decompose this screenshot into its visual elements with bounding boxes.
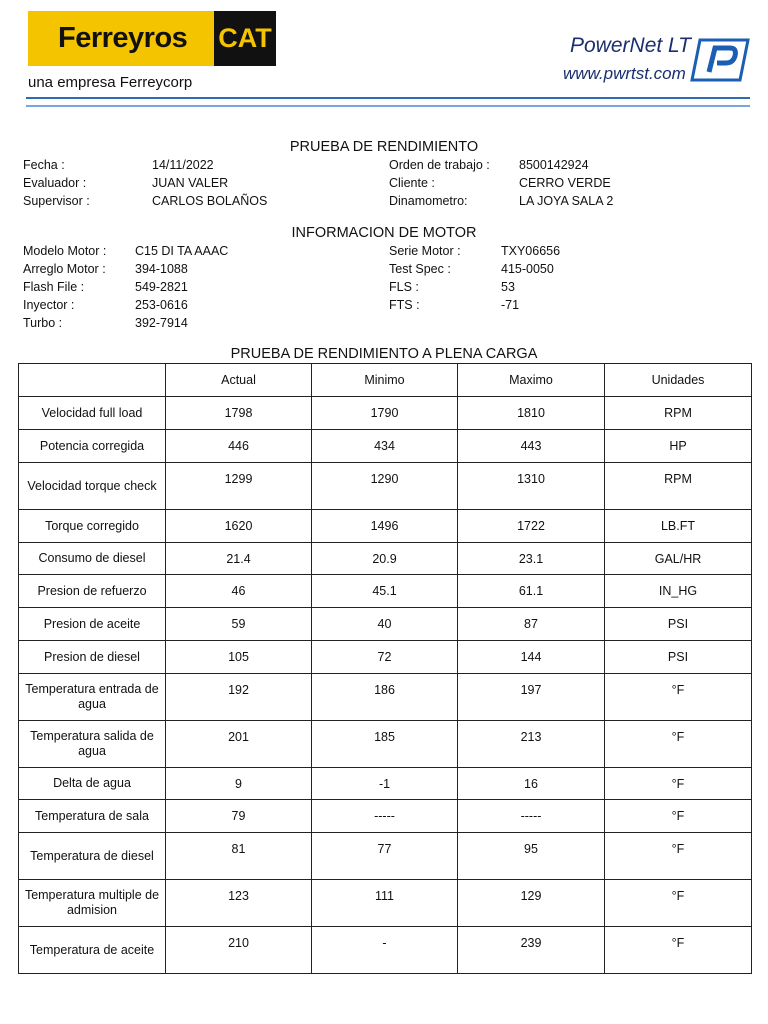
table-row xyxy=(19,575,752,608)
row-label: Velocidad full load xyxy=(19,397,166,430)
table-row xyxy=(19,674,752,721)
max-value: 1310 xyxy=(458,463,605,510)
table-header-row xyxy=(19,364,752,397)
unit-value: RPM xyxy=(605,463,752,510)
table-row xyxy=(19,768,752,800)
row-label: Temperatura entrada de agua xyxy=(19,674,166,721)
row-label: Delta de agua xyxy=(19,768,166,800)
min-value: 40 xyxy=(312,608,458,641)
row-label: Temperatura de sala xyxy=(19,800,166,833)
table-row xyxy=(19,397,752,430)
max-value: 1722 xyxy=(458,510,605,543)
row-label: Torque corregido xyxy=(19,510,166,543)
dinamometro-value: LA JOYA SALA 2 xyxy=(519,194,614,208)
actual-value: 123 xyxy=(166,880,312,927)
actual-value: 201 xyxy=(166,721,312,768)
table-row xyxy=(19,608,752,641)
min-value: 77 xyxy=(312,833,458,880)
min-value: 1790 xyxy=(312,397,458,430)
table-row xyxy=(19,721,752,768)
cliente-label: Cliente : xyxy=(389,176,435,190)
table-row xyxy=(19,833,752,880)
column-header: Maximo xyxy=(458,364,605,397)
powernet-title xyxy=(570,34,691,58)
column-header: Unidades xyxy=(605,364,752,397)
actual-value: 59 xyxy=(166,608,312,641)
evaluador-label: Evaluador : xyxy=(23,176,87,190)
modelo-label: Modelo Motor : xyxy=(23,244,107,258)
unit-value: GAL/HR xyxy=(605,543,752,575)
fts-label: FTS : xyxy=(389,298,420,312)
unit-value: IN_HG xyxy=(605,575,752,608)
website-url: www.pwrtst.com xyxy=(563,64,686,83)
header-divider-secondary xyxy=(26,105,750,107)
row-label: Velocidad torque check xyxy=(19,463,166,510)
actual-value: 1798 xyxy=(166,397,312,430)
max-value: 239 xyxy=(458,927,605,974)
max-value: 61.1 xyxy=(458,575,605,608)
max-value: 213 xyxy=(458,721,605,768)
unit-value: PSI xyxy=(605,608,752,641)
flash-label: Flash File : xyxy=(23,280,85,294)
orden-label: Orden de trabajo : xyxy=(389,158,490,172)
actual-value: 81 xyxy=(166,833,312,880)
turbo-value: 392-7914 xyxy=(135,316,188,330)
serie-value: TXY06656 xyxy=(501,244,561,258)
unit-value: RPM xyxy=(605,397,752,430)
unit-value: °F xyxy=(605,927,752,974)
max-value: 1810 xyxy=(458,397,605,430)
min-value: 45.1 xyxy=(312,575,458,608)
inyector-value: 253-0616 xyxy=(135,298,188,312)
unit-value: °F xyxy=(605,674,752,721)
arreglo-label: Arreglo Motor : xyxy=(23,262,106,276)
max-value: 129 xyxy=(458,880,605,927)
brand-name: Ferreyros xyxy=(58,22,188,54)
actual-value: 1299 xyxy=(166,463,312,510)
actual-value: 105 xyxy=(166,641,312,674)
min-value: 434 xyxy=(312,430,458,463)
arreglo-value: 394-1088 xyxy=(135,262,188,276)
actual-value: 46 xyxy=(166,575,312,608)
row-label: Temperatura salida de agua xyxy=(19,721,166,768)
min-value: 20.9 xyxy=(312,543,458,575)
table-row xyxy=(19,880,752,927)
column-header xyxy=(19,364,166,397)
turbo-label: Turbo : xyxy=(23,316,63,330)
unit-value: HP xyxy=(605,430,752,463)
fecha-value: 14/11/2022 xyxy=(152,158,214,172)
min-value: 111 xyxy=(312,880,458,927)
min-value: -1 xyxy=(312,768,458,800)
inyector-label: Inyector : xyxy=(23,298,75,312)
unit-value: °F xyxy=(605,721,752,768)
max-value: ----- xyxy=(458,800,605,833)
min-value: 1496 xyxy=(312,510,458,543)
row-label: Temperatura de aceite xyxy=(19,927,166,974)
column-header: Minimo xyxy=(312,364,458,397)
row-label: Presion de aceite xyxy=(19,608,166,641)
table-row xyxy=(19,641,752,674)
unit-value: °F xyxy=(605,768,752,800)
actual-value: 9 xyxy=(166,768,312,800)
unit-value: LB.FT xyxy=(605,510,752,543)
max-value: 87 xyxy=(458,608,605,641)
unit-value: °F xyxy=(605,800,752,833)
row-label: Presion de diesel xyxy=(19,641,166,674)
powernet-name: PowerNet xyxy=(570,34,663,57)
min-value: ----- xyxy=(312,800,458,833)
max-value: 144 xyxy=(458,641,605,674)
table-row xyxy=(19,463,752,510)
actual-value: 446 xyxy=(166,430,312,463)
max-value: 16 xyxy=(458,768,605,800)
fls-label: FLS : xyxy=(389,280,419,294)
fts-value: -71 xyxy=(501,298,520,312)
actual-value: 1620 xyxy=(166,510,312,543)
motor-title: INFORMACION DE MOTOR xyxy=(291,225,477,241)
table-row xyxy=(19,800,752,833)
unit-value: °F xyxy=(605,880,752,927)
max-value: 95 xyxy=(458,833,605,880)
cat-logo xyxy=(214,11,276,66)
row-label: Consumo de diesel xyxy=(19,543,166,575)
supervisor-label: Supervisor : xyxy=(23,194,90,208)
min-value: 186 xyxy=(312,674,458,721)
table-row xyxy=(19,543,752,575)
unit-value: PSI xyxy=(605,641,752,674)
dinamometro-label: Dinamometro: xyxy=(389,194,468,208)
testspec-value: 415-0050 xyxy=(501,262,554,276)
performance-table xyxy=(18,363,752,974)
max-value: 23.1 xyxy=(458,543,605,575)
evaluador-value: JUAN VALER xyxy=(152,176,229,190)
page-header xyxy=(0,0,768,120)
min-value: 72 xyxy=(312,641,458,674)
actual-value: 21.4 xyxy=(166,543,312,575)
serie-label: Serie Motor : xyxy=(389,244,461,258)
row-label: Potencia corregida xyxy=(19,430,166,463)
testspec-label: Test Spec : xyxy=(389,262,451,276)
min-value: 1290 xyxy=(312,463,458,510)
row-label: Presion de refuerzo xyxy=(19,575,166,608)
min-value: - xyxy=(312,927,458,974)
tagline: una empresa Ferreycorp xyxy=(28,74,193,91)
max-value: 197 xyxy=(458,674,605,721)
modelo-value: C15 DI TA AAAC xyxy=(135,244,229,258)
test-title: PRUEBA DE RENDIMIENTO xyxy=(289,139,479,155)
actual-value: 79 xyxy=(166,800,312,833)
performance-title: PRUEBA DE RENDIMIENTO A PLENA CARGA xyxy=(230,346,538,362)
fecha-label: Fecha : xyxy=(23,158,65,172)
header-divider xyxy=(26,97,750,99)
column-header: Actual xyxy=(166,364,312,397)
table-row xyxy=(19,927,752,974)
cliente-value: CERRO VERDE xyxy=(519,176,611,190)
powernet-logo-icon xyxy=(690,38,750,82)
actual-value: 192 xyxy=(166,674,312,721)
table-row xyxy=(19,510,752,543)
unit-value: °F xyxy=(605,833,752,880)
row-label: Temperatura de diesel xyxy=(19,833,166,880)
cat-text: CAT xyxy=(218,23,272,53)
flash-value: 549-2821 xyxy=(135,280,188,294)
table-row xyxy=(19,430,752,463)
max-value: 443 xyxy=(458,430,605,463)
min-value: 185 xyxy=(312,721,458,768)
row-label: Temperatura multiple de admision xyxy=(19,880,166,927)
ferreyros-logo xyxy=(28,11,276,66)
supervisor-value: CARLOS BOLAÑOS xyxy=(152,194,268,208)
orden-value: 8500142924 xyxy=(519,158,589,172)
fls-value: 53 xyxy=(501,280,515,294)
actual-value: 210 xyxy=(166,927,312,974)
powernet-suffix: LT xyxy=(668,34,691,57)
